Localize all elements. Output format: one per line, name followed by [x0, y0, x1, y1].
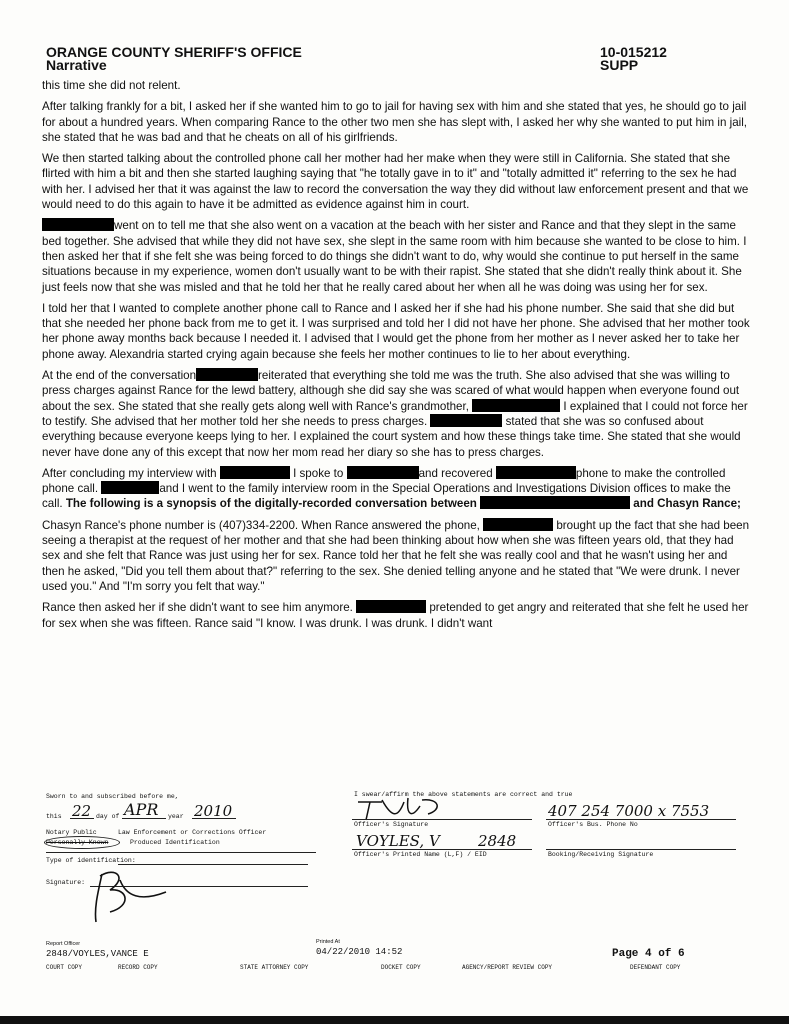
printed-at-value: 04/22/2010 14:52	[316, 947, 403, 957]
narrative-paragraph	[42, 218, 750, 294]
notary-signature-icon	[80, 862, 170, 932]
year-value: 2010	[194, 802, 233, 820]
copy-label: DOCKET COPY	[381, 964, 421, 971]
officer-name-label: Officer's Printed Name (L,F) / EID	[354, 851, 487, 858]
redaction-block	[430, 414, 502, 427]
officer-signature-label: Officer's Signature	[354, 821, 429, 828]
copy-label: STATE ATTORNEY COPY	[240, 964, 309, 971]
redaction-block	[483, 518, 553, 531]
narrative-paragraph	[42, 78, 750, 93]
narrative-paragraph	[42, 466, 750, 512]
narrative-text: Chasyn Rance's phone number is (407)334-2200. When Rance answered the phone,	[42, 518, 484, 532]
narrative-text: stated that she was so confused about everything because everyone keeps lying to her. I explained the court system and how these things take time. She stated that she would never have done any of this except that now her mom read her diary so she has to press charges.	[42, 414, 741, 459]
redaction-block	[472, 399, 560, 412]
bold-text: The following is a synopsis of the digitally-recorded conversation between	[65, 497, 481, 511]
day-value: 22	[72, 802, 92, 820]
narrative-text: phone to make the controlled phone call.	[42, 466, 726, 496]
narrative-body	[42, 78, 750, 631]
booking-label: Booking/Receiving Signature	[548, 851, 654, 858]
personally-known-label: Personally Known	[46, 839, 109, 846]
narrative-text: went on to tell me that she also went on a vacation at the beach with her sister and Rance and that they slept in the same bed together. She advised that while they did not have sex, she slept in the same room with him because she wanted to be close to him. I then asked her that if she felt she was being forced to do things she didn't want to do, why would she continue to put herself in the same situations because in my experience, women don't usually want to be with their rapist. She stated that she didn't really think about it. She just feels now that she was misled and that he told her that he really cared about her when all he was doing was using her for sex.	[42, 219, 747, 294]
section-title: Narrative	[46, 57, 107, 73]
copy-label: AGENCY/REPORT REVIEW COPY	[462, 964, 553, 971]
affirm-label: I swear/affirm the above statements are correct and true	[354, 791, 573, 798]
narrative-text: I explained that I could not force her to testify. She advised that her mother told her she needs to press charges.	[42, 399, 748, 428]
report-officer-label: Report Officer	[46, 941, 81, 947]
officer-eid-value: 2848	[478, 832, 517, 850]
redaction-block	[496, 466, 576, 479]
day-of-label: day of	[96, 813, 120, 820]
narrative-paragraph	[42, 518, 750, 594]
narrative-text: and I went to the family interview room in the Special Operations and Investigations Division offices to make the call.	[42, 482, 731, 511]
notary-label: Notary Public	[46, 829, 97, 836]
redaction-block	[42, 218, 114, 231]
narrative-text: reiterated that everything she told me was the truth. She also advised that she was willing to press charges against Rance for the lewd battery, although she did say she was scared of what would happen when everyone found out about the sex. She stated that she really gets along well with Rance's grandmother,	[42, 369, 740, 413]
officer-phone-label: Officer's Bus. Phone No	[548, 821, 638, 828]
narrative-text: this time she did not relent.	[42, 79, 181, 92]
redaction-block	[347, 466, 419, 479]
month-value: APR	[124, 800, 159, 819]
report-officer-value: 2848/VOYLES,VANCE E	[46, 949, 149, 959]
narrative-paragraph	[42, 368, 750, 460]
this-label: this	[46, 813, 62, 820]
narrative-paragraph	[42, 301, 750, 362]
case-type: SUPP	[600, 57, 639, 73]
narrative-text: pretended to get angry and reiterated that she felt he used her for sex when she was fifteen. Rance said "I know. I was drunk. I was drunk. I didn't want	[42, 601, 749, 630]
sworn-label: Sworn to and subscribed before me,	[46, 793, 179, 800]
officer-phone-value: 407 254 7000 x 7553	[548, 802, 710, 820]
narrative-text: Rance then asked her if she didn't want to see him anymore.	[42, 601, 357, 615]
narrative-text: At the end of the conversation	[42, 369, 197, 383]
redaction-block	[480, 496, 630, 509]
copy-label: DEFENDANT COPY	[630, 964, 681, 971]
narrative-text: After talking frankly for a bit, I asked her if she wanted him to go to jail for having sex with him and she stated that yes, he should go to jail for about a hundred years. When comparing Rance to the other two men she has slept with, I asked her why she wanted to put him in jail, she stated that he was bad and that he cheats on all of his girlfriends.	[42, 100, 748, 144]
redaction-block	[101, 481, 159, 494]
redaction-block	[220, 466, 290, 479]
agency-title: ORANGE COUNTY SHERIFF'S OFFICE	[46, 44, 302, 60]
narrative-paragraph	[42, 600, 750, 631]
copy-label: COURT COPY	[46, 964, 83, 971]
type-id-label: Type of identification:	[46, 857, 136, 864]
page-number: Page 4 of 6	[612, 948, 685, 960]
narrative-text: After concluding my interview with	[42, 466, 220, 480]
signature-label: Signature:	[46, 879, 86, 886]
bold-text: and Chasyn Rance;	[630, 497, 741, 511]
case-number: 10-015212	[600, 44, 667, 60]
officer-label: Law Enforcement or Corrections Officer	[118, 829, 267, 836]
narrative-text: brought up the fact that she had been seeing a therapist at the request of her mother and that she had been thinking about how when she was fifteen years old, that they had sex and she felt that Rance was just using her for sex. Rance told her that he felt she was really cool and that he wasn't using her and then he asked, "Did you tell them about that?" referring to the sex. She denied telling anyone and he stated that "We were drunk. I never used you." And "I'm sorry you felt that way."	[42, 518, 750, 593]
copy-label: RECORD COPY	[118, 964, 158, 971]
produced-id-label: Produced Identification	[130, 839, 220, 846]
scan-edge-bar	[0, 1016, 789, 1024]
year-label: year	[168, 813, 184, 820]
narrative-paragraph	[42, 151, 750, 212]
redaction-block	[356, 600, 426, 613]
personally-known-circle	[44, 836, 120, 849]
narrative-text: I spoke to	[289, 466, 347, 480]
officer-name-value: VOYLES, V	[356, 832, 440, 850]
narrative-text: and recovered	[418, 466, 496, 480]
narrative-paragraph	[42, 99, 750, 145]
officer-signature-icon	[352, 792, 452, 822]
narrative-text: We then started talking about the controlled phone call her mother had her make when they were still in California. She stated that she flirted with him a bit and then she started laughing saying that "he totally gave in to it" and "totally admitted it" referring to the sex he had with her. I advised her that it was against the law to record the conversation the way they did without law enforcement present and that we would need to do this again to have it be admitted as evidence against him in court.	[42, 152, 749, 212]
redaction-block	[196, 368, 258, 381]
narrative-text: I told her that I wanted to complete another phone call to Rance and I asked her if she had his phone number. She said that she did but that she needed her phone back from me to get it. I was surprised and told her I did not have her phone. She advised that her mother took her phone away months back because I needed it. I advised that I would get the phone from her mother as I never asked her to take her phone away. Alexandria started crying again because she feels her mother continues to lie to her about everything.	[42, 301, 750, 361]
printed-at-label: Printed At	[316, 939, 340, 945]
